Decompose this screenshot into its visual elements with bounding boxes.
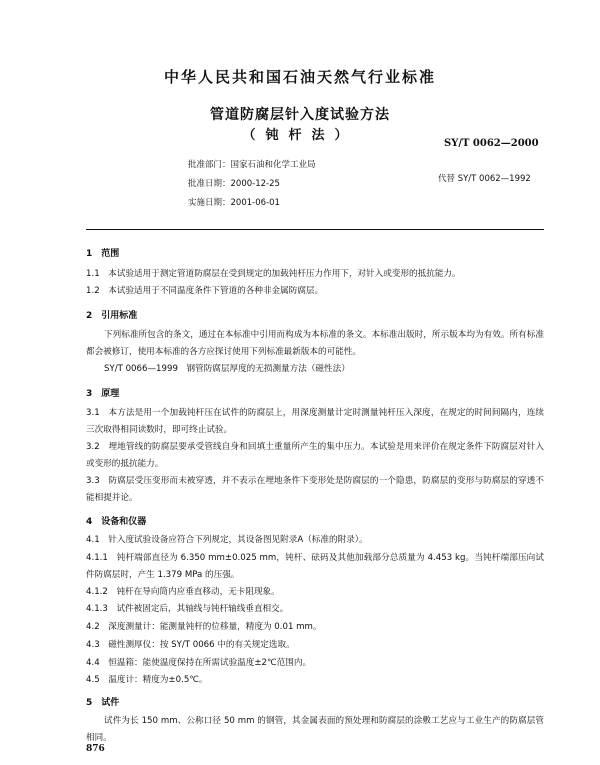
paragraph-4-4: 4.4 恒温箱：能使温度保持在所需试验温度±2℃范围内。 xyxy=(86,658,312,668)
replaces-standard: 代替 SY/T 0062—1992 xyxy=(438,174,531,184)
paragraph-4-1-2: 4.1.2 钝杆在导向筒内应垂直移动，无卡阻现象。 xyxy=(86,587,280,597)
paragraph-1-2: 1.2 本试验适用于不同温度条件下管道的各种非金属防腐层。 xyxy=(86,286,324,296)
section-1-heading: 1 范围 xyxy=(86,249,120,259)
section-2-heading: 2 引用标准 xyxy=(86,311,138,321)
paragraph-4-3: 4.3 磁性测厚仪：按 SY/T 0066 中的有关规定选取。 xyxy=(86,640,295,650)
paragraph-4-2: 4.2 深度测量计：能测量钝杆的位移量，精度为 0.01 mm。 xyxy=(86,622,322,632)
section-4-heading: 4 设备和仪器 xyxy=(86,517,147,527)
page-number: 876 xyxy=(86,744,105,754)
standard-code: SY/T 0062—2000 xyxy=(444,138,539,149)
paragraph-4-1-3: 4.1.3 试件被固定后，其轴线与钝杆轴线垂直相交。 xyxy=(86,604,289,614)
section-5-heading: 5 试件 xyxy=(86,698,120,708)
paragraph-4-1: 4.1 针入度试验设备应符合下列规定，其设备图见附录A（标准的附录）。 xyxy=(86,535,368,545)
paragraph-1-1: 1.1 本试验适用于测定管道防腐层在受到规定的加载钝杆压力作用下，对针入或变形的抵抗能力。 xyxy=(86,269,461,279)
paragraph-3-2: 3.2 埋地管线的防腐层要承受管线自身和回填土重量所产生的集中压力。本试验是用来评价在规定条件下防腐层对针入或变形的抵抗能力。 xyxy=(86,442,544,469)
document-title: 管道防腐层针入度试验方法 xyxy=(210,107,390,123)
paragraph-4-1-1: 4.1.1 钝杆端部直径为 6.350 mm±0.025 mm，钝杆、砝码及其他加载部分总质量为 4.453 kg。当钝杆端部压向试件防腐层时，产生 1.379 MPa 的压强。 xyxy=(86,553,544,580)
header-divider xyxy=(86,229,544,230)
section-3-heading: 3 原理 xyxy=(86,389,120,399)
paragraph-2-intro: 下列标准所包含的条文，通过在本标准中引用而构成为本标准的条文。本标准出版时，所示版本均为有效。所有标准都会被修订，使用本标准的各方应探讨使用下列标准最新版本的可能性。 xyxy=(86,330,544,357)
approval-date: 批准日期：2000-12-25 xyxy=(188,179,280,189)
paragraph-2-reference: SY/T 0066—1999 钢管防腐层厚度的无损测量方法（磁性法） xyxy=(104,364,350,374)
effective-date: 实施日期：2001-06-01 xyxy=(188,198,280,208)
document-subtitle: （钝杆法） xyxy=(242,128,358,143)
approval-department: 批准部门：国家石油和化学工业局 xyxy=(188,160,316,170)
paragraph-3-1: 3.1 本方法是用一个加载钝杆压在试件的防腐层上，用深度测量计定时测量钝杆压入深度，在规定的时间间隔内，连续三次取得相同读数时，即可终止试验。 xyxy=(86,408,544,435)
standard-type-header: 中华人民共和国石油天然气行业标准 xyxy=(163,68,436,86)
paragraph-3-3: 3.3 防腐层受压变形而未被穿透，并不表示在埋地条件下变形处是防腐层的一个隐患，防腐层的变形与防腐层的穿透不能相提并论。 xyxy=(86,476,544,503)
paragraph-4-5: 4.5 温度计：精度为±0.5℃。 xyxy=(86,675,208,685)
paragraph-5-1: 试件为长 150 mm、公称口径 50 mm 的钢管，其金属表面的预处理和防腐层的涂敷工艺应与工业生产的防腐层管相同。 xyxy=(86,716,544,743)
